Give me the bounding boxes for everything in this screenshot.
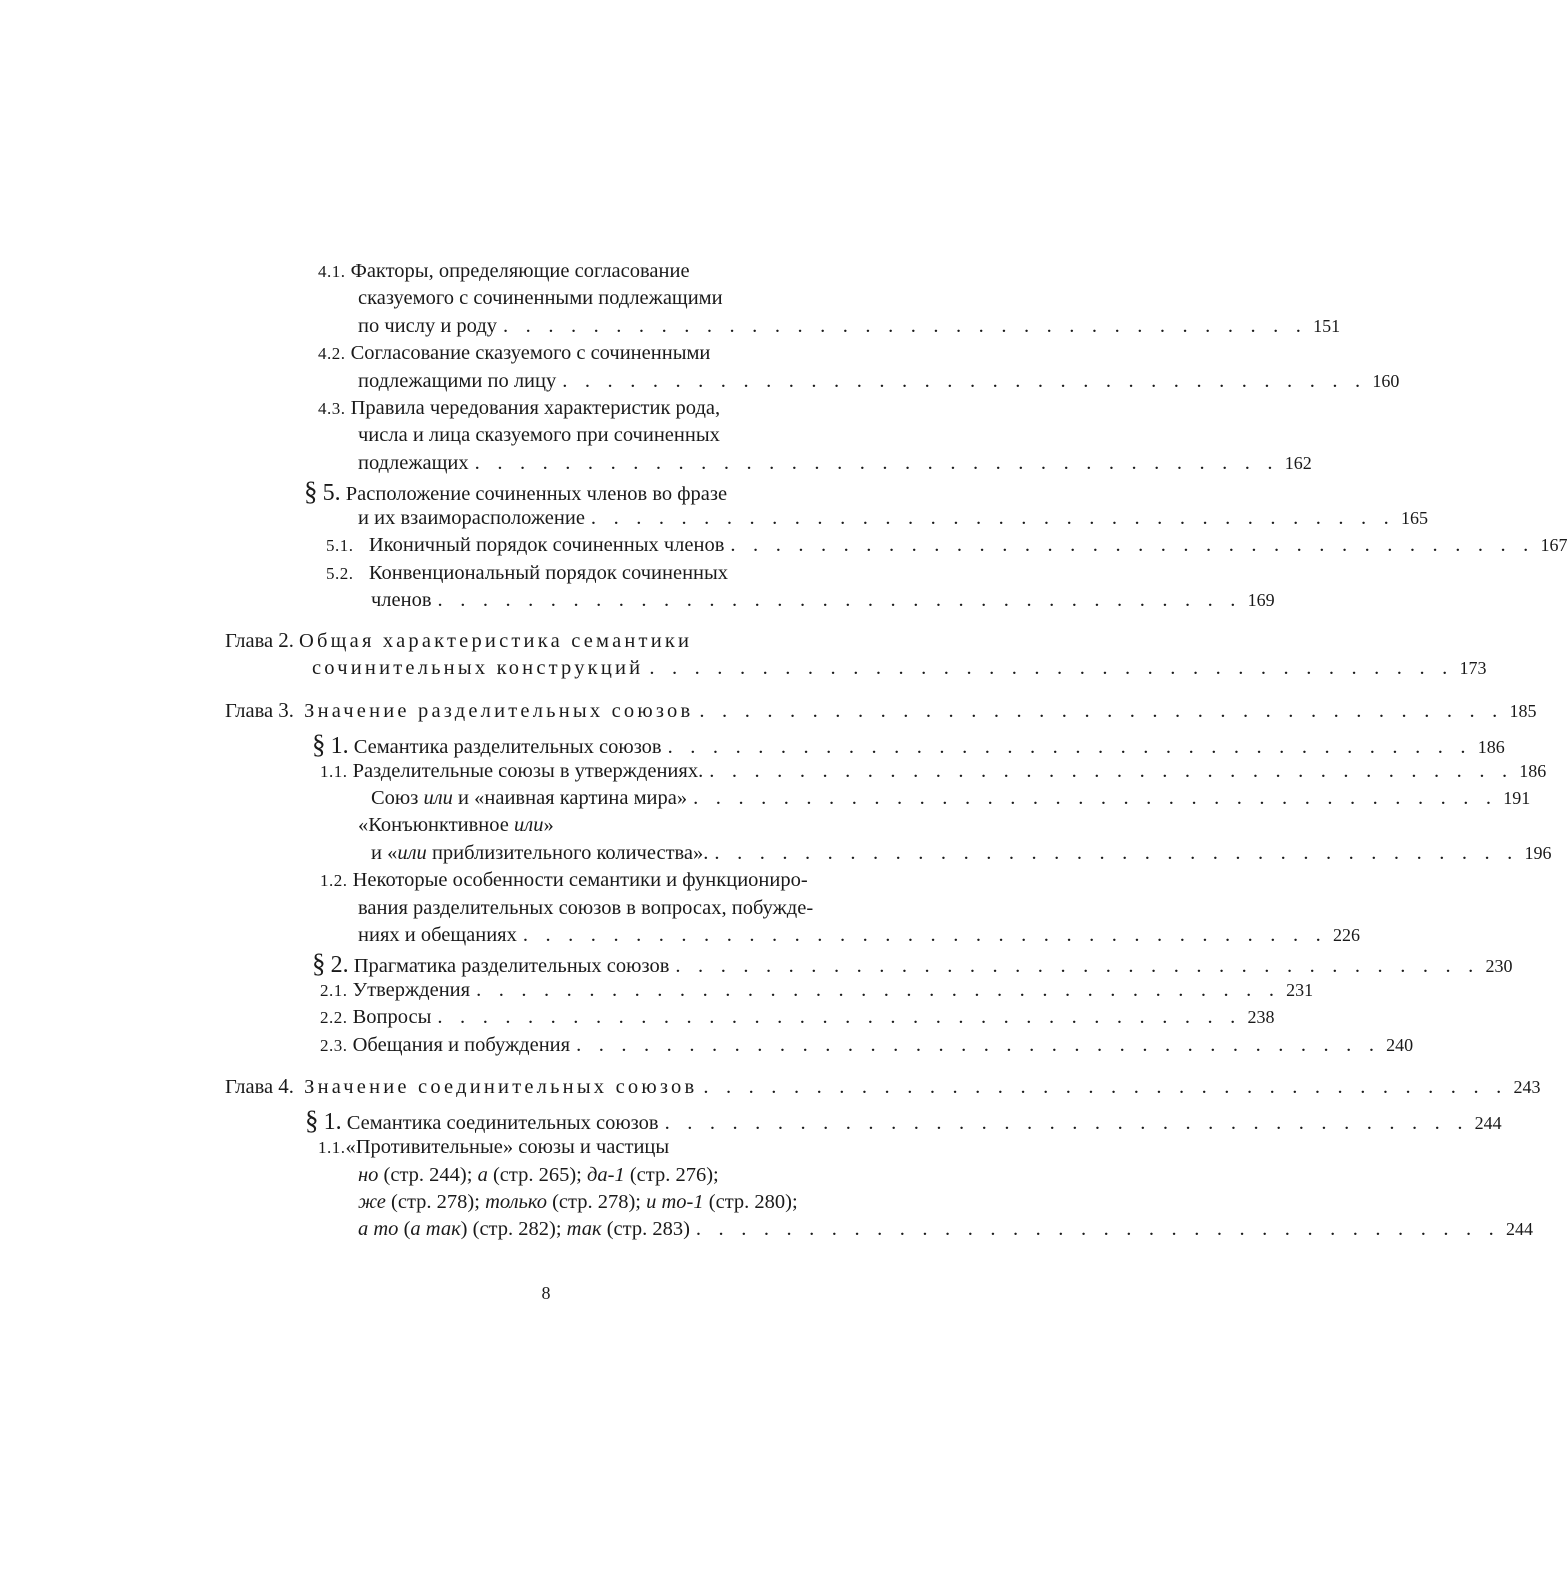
entry-number: 5.2. — [326, 564, 354, 583]
toc-chapter-4[interactable]: Глава 4. Значение соединительных союзов . . . . . . . . . . . . . . . . . . . . . . . . . . . . . . . . . . . . 243 — [225, 1073, 870, 1100]
dot-leader: . . . . . . . . . . . . . . . . . . . . . . . . . . . . . . . . . . . . — [709, 760, 1514, 782]
toc-chapter-2-line2[interactable] — [312, 655, 1487, 682]
chapter-title: Значение соединительных союзов — [304, 1076, 698, 1098]
page-ref: 186 — [1519, 761, 1547, 781]
entry-text: (стр. 278); — [385, 1191, 486, 1213]
toc-entry-5-1[interactable] — [326, 532, 1567, 559]
dot-leader: . . . . . . . . . . . . . . . . . . . . . . . . . . . . . . . . . . . . — [714, 842, 1519, 864]
chapter-number: 2 — [278, 628, 289, 652]
entry-text: (стр. 244); — [378, 1164, 478, 1186]
dot-leader: . . . . . . . . . . . . . . . . . . . . . . . . . . . . . . . . . . . . — [664, 1112, 1469, 1134]
dot-leader: . . . . . . . . . . . . . . . . . . . . . . . . . . . . . . . . . . . . — [437, 1006, 1242, 1028]
toc-section-5-line2[interactable] — [358, 505, 1428, 532]
dot-leader: . . . . . . . . . . . . . . . . . . . . . . . . . . . . . . . . . . . . — [503, 315, 1308, 337]
entry-text: сказуемого с сочиненными подлежащими — [358, 287, 723, 309]
entry-text: вания разделительных союзов в вопросах, побужде- — [358, 897, 814, 919]
page-ref: 173 — [1459, 658, 1487, 678]
entry-number: 2.3. — [320, 1036, 348, 1055]
dot-leader: . . . . . . . . . . . . . . . . . . . . . . . . . . . . . . . . . . . . — [562, 370, 1367, 392]
entry-text: Факторы, определяющие согласование — [350, 260, 690, 282]
toc-entry-5-2-line1 — [326, 560, 728, 587]
toc-entry-4-1-line1 — [318, 258, 690, 285]
entry-text: Семантика разделительных союзов — [353, 736, 662, 758]
entry-text: Разделительные союзы в утверждениях. — [352, 760, 704, 782]
page-ref: 240 — [1386, 1035, 1414, 1055]
toc-ch3-entry-1-2-line1 — [320, 867, 808, 894]
section-sign: § — [305, 1105, 319, 1135]
entry-text: подлежащими по лицу — [358, 370, 557, 392]
page-ref: 186 — [1477, 737, 1505, 757]
toc-ch4-entry-1-1-line1 — [318, 1134, 669, 1161]
page-ref: 169 — [1247, 590, 1275, 610]
entry-text: приблизительного количества». — [426, 842, 709, 864]
chapter-number: 4 — [278, 1074, 289, 1098]
toc-ch4-entry-1-1-line2 — [358, 1162, 719, 1189]
toc-entry-4-2-line2[interactable] — [358, 368, 1400, 395]
page-ref: 244 — [1505, 1219, 1533, 1239]
toc-ch3-entry-1-2-line3[interactable] — [358, 922, 1360, 949]
entry-number: 4.2. — [318, 344, 346, 363]
entry-text-italic: да-1 — [587, 1164, 625, 1186]
section-number: 1. — [323, 1109, 342, 1135]
toc-entry-5-2-line2[interactable] — [371, 587, 1275, 614]
entry-number: 1.1. — [318, 1138, 346, 1157]
entry-text-italic: или — [423, 787, 453, 809]
dot-leader: . . . . . . . . . . . . . . . . . . . . . . . . . . . . . . . . . . . . — [667, 736, 1472, 758]
entry-text: членов — [371, 589, 432, 611]
page-ref: 165 — [1401, 508, 1428, 528]
toc-ch3-subentry-b-line2[interactable] — [371, 840, 1552, 867]
entry-text-italic: или — [397, 842, 427, 864]
entry-number: 5.1. — [326, 536, 354, 555]
dot-leader: . . . . . . . . . . . . . . . . . . . . . . . . . . . . . . . . . . . . — [695, 1218, 1500, 1240]
toc-ch3-entry-2-2[interactable] — [320, 1004, 1275, 1031]
entry-text-italic: или — [514, 814, 544, 836]
chapter-title: сочинительных конструкций — [312, 657, 644, 679]
page-ref: 167 — [1540, 535, 1567, 555]
entry-text: «Противительные» союзы и частицы — [345, 1136, 670, 1158]
chapter-number: 3 — [278, 698, 289, 722]
page-ref: 238 — [1247, 1007, 1275, 1027]
toc-entry-4-3-line3[interactable] — [358, 450, 1312, 477]
entry-text: Конвенциональный порядок сочиненных — [368, 562, 729, 584]
entry-text: числа и лица сказуемого при сочиненных — [358, 424, 720, 446]
section-sign: § — [312, 948, 326, 978]
entry-text: Союз — [371, 787, 424, 809]
toc-ch3-entry-2-3[interactable] — [320, 1032, 1414, 1059]
entry-text: «Конъюнктивное — [358, 814, 515, 836]
entry-text: по числу и роду — [358, 315, 498, 337]
dot-leader: . . . . . . . . . . . . . . . . . . . . . . . . . . . . . . . . . . . . — [476, 979, 1281, 1001]
entry-text: подлежащих — [358, 452, 469, 474]
entry-text: Вопросы — [352, 1006, 432, 1028]
section-sign: § — [304, 476, 318, 506]
dot-leader: . . . . . . . . . . . . . . . . . . . . . . . . . . . . . . . . . . . . — [474, 452, 1279, 474]
entry-text: и « — [371, 842, 398, 864]
entry-text: Прагматика разделительных союзов — [353, 955, 670, 977]
entry-number: 4.3. — [318, 399, 346, 418]
toc-chapter-3[interactable]: Глава 3. Значение разделительных союзов . . . . . . . . . . . . . . . . . . . . . . . . . . . . . . . . . . . . 185 — [225, 697, 870, 724]
entry-number: 1.1. — [320, 762, 348, 781]
entry-text: (стр. 283) — [601, 1218, 690, 1240]
dot-leader: . . . . . . . . . . . . . . . . . . . . . . . . . . . . . . . . . . . . — [576, 1034, 1381, 1056]
dot-leader: . . . . . . . . . . . . . . . . . . . . . . . . . . . . . . . . . . . . — [699, 700, 1504, 722]
toc-ch4-entry-1-1-line3 — [358, 1189, 798, 1216]
toc-ch3-entry-1-1[interactable] — [320, 758, 1547, 785]
toc-section-5-line1 — [304, 475, 727, 507]
entry-text: Расположение сочиненных членов во фразе — [345, 483, 728, 505]
toc-entry-4-2-line1 — [318, 340, 710, 367]
entry-text: Некоторые особенности семантики и функциониро- — [352, 869, 808, 891]
page-ref: 230 — [1485, 956, 1513, 976]
page-ref: 191 — [1503, 788, 1531, 808]
entry-text: (стр. 276); — [624, 1164, 719, 1186]
entry-text: и их взаиморасположение — [358, 507, 585, 529]
entry-number: 4.1. — [318, 262, 346, 281]
entry-number: 2.1. — [320, 981, 348, 1000]
dot-leader: . . . . . . . . . . . . . . . . . . . . . . . . . . . . . . . . . . . . — [437, 589, 1242, 611]
page-ref: 226 — [1332, 925, 1360, 945]
page-ref: 185 — [1509, 701, 1537, 721]
entry-text: (стр. 278); — [546, 1191, 647, 1213]
entry-text: Иконичный порядок сочиненных членов — [368, 534, 725, 556]
section-number: 1. — [330, 733, 349, 759]
entry-text: ) (стр. 282); — [460, 1218, 567, 1240]
toc-ch3-section-2[interactable] — [312, 947, 1513, 979]
entry-text: и «наивная картина мира» — [452, 787, 688, 809]
section-number: 5. — [322, 480, 341, 506]
dot-leader: . . . . . . . . . . . . . . . . . . . . . . . . . . . . . . . . . . . . — [730, 534, 1535, 556]
entry-number: 1.2. — [320, 871, 348, 890]
entry-text: ( — [398, 1218, 411, 1240]
entry-text: (стр. 265); — [487, 1164, 588, 1186]
page-ref: 160 — [1372, 371, 1400, 391]
toc-ch4-entry-1-1-line4[interactable] — [358, 1216, 1533, 1243]
dot-leader: . . . . . . . . . . . . . . . . . . . . . . . . . . . . . . . . . . . . — [703, 1076, 1508, 1098]
toc-ch3-subentry-a[interactable] — [371, 785, 1531, 812]
entry-number: 2.2. — [320, 1008, 348, 1027]
toc-chapter-2-line1: Глава 2. Общая характеристика семантики — [225, 628, 693, 652]
entry-text: Семантика соединительных союзов — [346, 1112, 659, 1134]
page-ref: 231 — [1286, 980, 1314, 1000]
toc-ch4-section-1[interactable] — [305, 1104, 1502, 1136]
toc-ch3-subentry-b-line1 — [358, 812, 554, 839]
toc-entry-4-3-line1 — [318, 395, 720, 422]
entry-text: Обещания и побуждения — [352, 1034, 571, 1056]
entry-text-italic: же — [358, 1191, 386, 1213]
entry-text: Правила чередования характеристик рода, — [350, 397, 721, 419]
entry-text-italic: так — [566, 1218, 602, 1240]
chapter-label: Глава — [225, 1076, 274, 1098]
dot-leader: . . . . . . . . . . . . . . . . . . . . . . . . . . . . . . . . . . . . — [675, 955, 1480, 977]
entry-text-italic: а так — [410, 1218, 461, 1240]
entry-text-italic: только — [485, 1191, 547, 1213]
toc-ch3-section-1[interactable] — [312, 728, 1505, 760]
dot-leader: . . . . . . . . . . . . . . . . . . . . . . . . . . . . . . . . . . . . — [693, 787, 1498, 809]
entry-text: Согласование сказуемого с сочиненными — [350, 342, 711, 364]
section-sign: § — [312, 729, 326, 759]
toc-ch3-entry-1-2-line2 — [358, 895, 813, 922]
page-ref: 244 — [1474, 1113, 1502, 1133]
page-ref: 243 — [1513, 1077, 1541, 1097]
page-ref: 196 — [1524, 843, 1552, 863]
toc-entry-4-1-line2 — [358, 285, 723, 312]
entry-text: Утверждения — [352, 979, 471, 1001]
entry-text-italic: и то-1 — [646, 1191, 704, 1213]
section-number: 2. — [330, 952, 349, 978]
dot-leader: . . . . . . . . . . . . . . . . . . . . . . . . . . . . . . . . . . . . — [649, 657, 1454, 679]
toc-ch3-entry-2-1[interactable] — [320, 977, 1314, 1004]
dot-leader: . . . . . . . . . . . . . . . . . . . . . . . . . . . . . . . . . . . . — [522, 924, 1327, 946]
chapter-label: Глава — [225, 700, 274, 722]
chapter-title: Значение разделительных союзов — [304, 700, 694, 722]
page-ref: 162 — [1284, 453, 1312, 473]
entry-text-italic: но — [358, 1164, 379, 1186]
page-number: 8 — [541, 1283, 551, 1303]
entry-text-italic: а то — [358, 1218, 399, 1240]
toc-entry-4-3-line2 — [358, 422, 720, 449]
page-ref: 151 — [1313, 316, 1341, 336]
toc-entry-4-1-line3[interactable] — [358, 313, 1341, 340]
entry-text: ниях и обещаниях — [358, 924, 517, 946]
entry-text: (стр. 280); — [703, 1191, 798, 1213]
chapter-label: Глава — [225, 630, 274, 652]
chapter-title: Общая характеристика семантики — [299, 630, 693, 652]
entry-text-italic: а — [477, 1164, 488, 1186]
entry-text: » — [543, 814, 554, 836]
dot-leader: . . . . . . . . . . . . . . . . . . . . . . . . . . . . . . . . . . . . — [590, 507, 1395, 529]
